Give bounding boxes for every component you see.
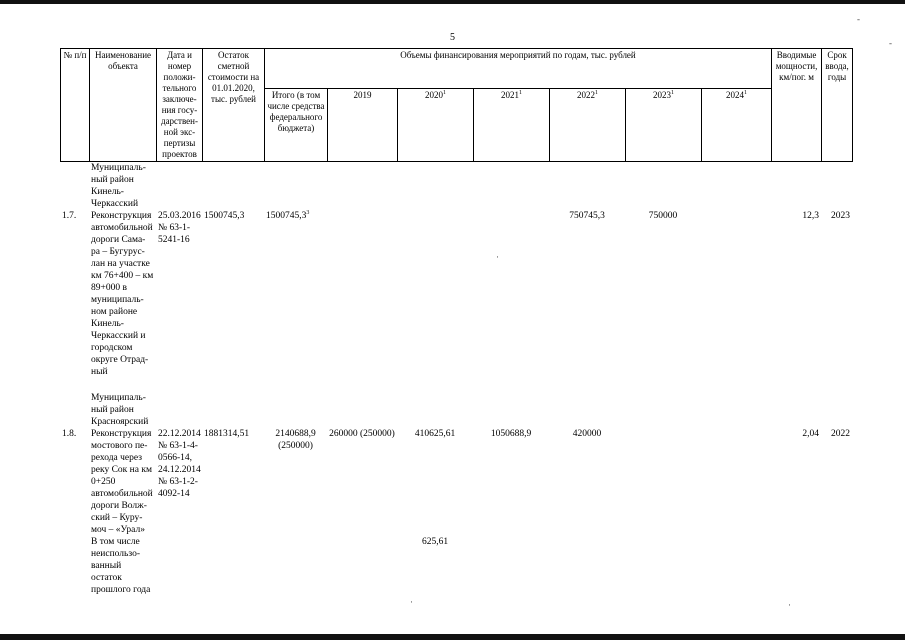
object-name: Реконструкция автомобильной дороги Сама-ра – Бугурус-лан на участке км 76+400 – км 89+000 в муниципаль-ном районе Кинель-Черкасский и городском округе Отрад-ный bbox=[91, 211, 154, 377]
scan-speck: · bbox=[788, 600, 791, 610]
row-number: 1.8. bbox=[62, 429, 77, 439]
expertise-date: 25.03.2016 № 63-1-5241-16 bbox=[158, 211, 201, 245]
table-row bbox=[60, 210, 852, 378]
funding-2023 bbox=[625, 428, 701, 536]
bottom-border-line bbox=[0, 634, 905, 640]
header-date: Дата и номер положи-тельного заключе-ния госу-дарствен-ной экс-пертизы проектов bbox=[157, 49, 203, 162]
table-row bbox=[60, 162, 852, 210]
funding-2019: 260000 (250000) bbox=[329, 429, 395, 439]
funding-2022: 750745,3 bbox=[569, 211, 605, 221]
funding-2020 bbox=[397, 210, 473, 378]
total-funding: 2140688,9 (250000) bbox=[275, 429, 316, 451]
district-label: Муниципаль-ный район Красноярский bbox=[91, 393, 149, 427]
funding-2024 bbox=[701, 210, 771, 378]
funding-2019 bbox=[327, 210, 397, 378]
district-label: Муниципаль-ный район Кинель-Черкасский bbox=[91, 163, 146, 209]
remaining-cost: 1500745,3 bbox=[204, 211, 245, 221]
table-body bbox=[60, 162, 852, 596]
commission-year: 2023 bbox=[831, 211, 851, 221]
header-num: № п/п bbox=[61, 49, 90, 162]
commission-year: 2022 bbox=[831, 429, 851, 439]
funding-2021 bbox=[473, 210, 549, 378]
header-remaining: Остаток сметной стоимости на 01.01.2020, тыс. рублей bbox=[203, 49, 265, 162]
header-funding: Объемы финансирования мероприятий по годам, тыс. рублей bbox=[265, 49, 772, 89]
header-year-2023: 2023$^1$ bbox=[626, 89, 702, 162]
header-total: Итого (в том числе средства федерального бюджета) bbox=[265, 89, 328, 162]
funding-2020: 410625,61 bbox=[414, 429, 456, 439]
remaining-cost: 1881314,51 bbox=[204, 429, 250, 439]
table-row bbox=[60, 428, 852, 536]
expertise-date: 22.12.2014 № 63-1-4-0566-14, 24.12.2014 № 63-1-2-4092-14 bbox=[158, 429, 201, 499]
capacity: 2,04 bbox=[802, 429, 819, 439]
header-term: Срок ввода, годы bbox=[822, 49, 853, 162]
row-number: 1.7. bbox=[62, 211, 77, 221]
table-header bbox=[60, 48, 853, 162]
funding-2023: 750000 bbox=[648, 211, 678, 221]
top-border-line bbox=[0, 0, 905, 4]
header-year-2024: 2024$^1$ bbox=[702, 89, 772, 162]
funding-2021: 1050688,9 bbox=[490, 429, 532, 439]
scan-speck: · bbox=[410, 597, 413, 607]
page-number: 5 bbox=[450, 32, 455, 43]
object-name: Реконструкция мостового пе-рехода через реку Сок на км 0+250 автомобильной дороги Волж-ский – Куру-моч – «Урал» bbox=[91, 429, 153, 535]
header-year-2019: 2019 bbox=[328, 89, 398, 162]
total-funding: 1500745,3$^3$ bbox=[266, 209, 310, 221]
header-year-2020: 2020$^1$ bbox=[398, 89, 474, 162]
table-row bbox=[60, 536, 852, 596]
funding-table bbox=[60, 48, 852, 596]
scan-speck: - bbox=[889, 38, 892, 48]
header-capacity: Вводимые мощности, км/пог. м bbox=[772, 49, 822, 162]
funding-2020: 625,61 bbox=[421, 537, 449, 547]
header-year-2022: 2022$^1$ bbox=[550, 89, 626, 162]
header-year-2021: 2021$^1$ bbox=[474, 89, 550, 162]
funding-2022: 420000 bbox=[572, 429, 602, 439]
scan-speck: · bbox=[496, 252, 499, 262]
table-row bbox=[60, 392, 852, 428]
object-name: В том числе неиспользо-ванный остаток прошлого года bbox=[91, 537, 151, 595]
funding-2024 bbox=[701, 428, 771, 536]
header-name: Наименование объекта bbox=[90, 49, 157, 162]
capacity: 12,3 bbox=[802, 211, 819, 221]
scan-speck: - bbox=[857, 14, 860, 24]
